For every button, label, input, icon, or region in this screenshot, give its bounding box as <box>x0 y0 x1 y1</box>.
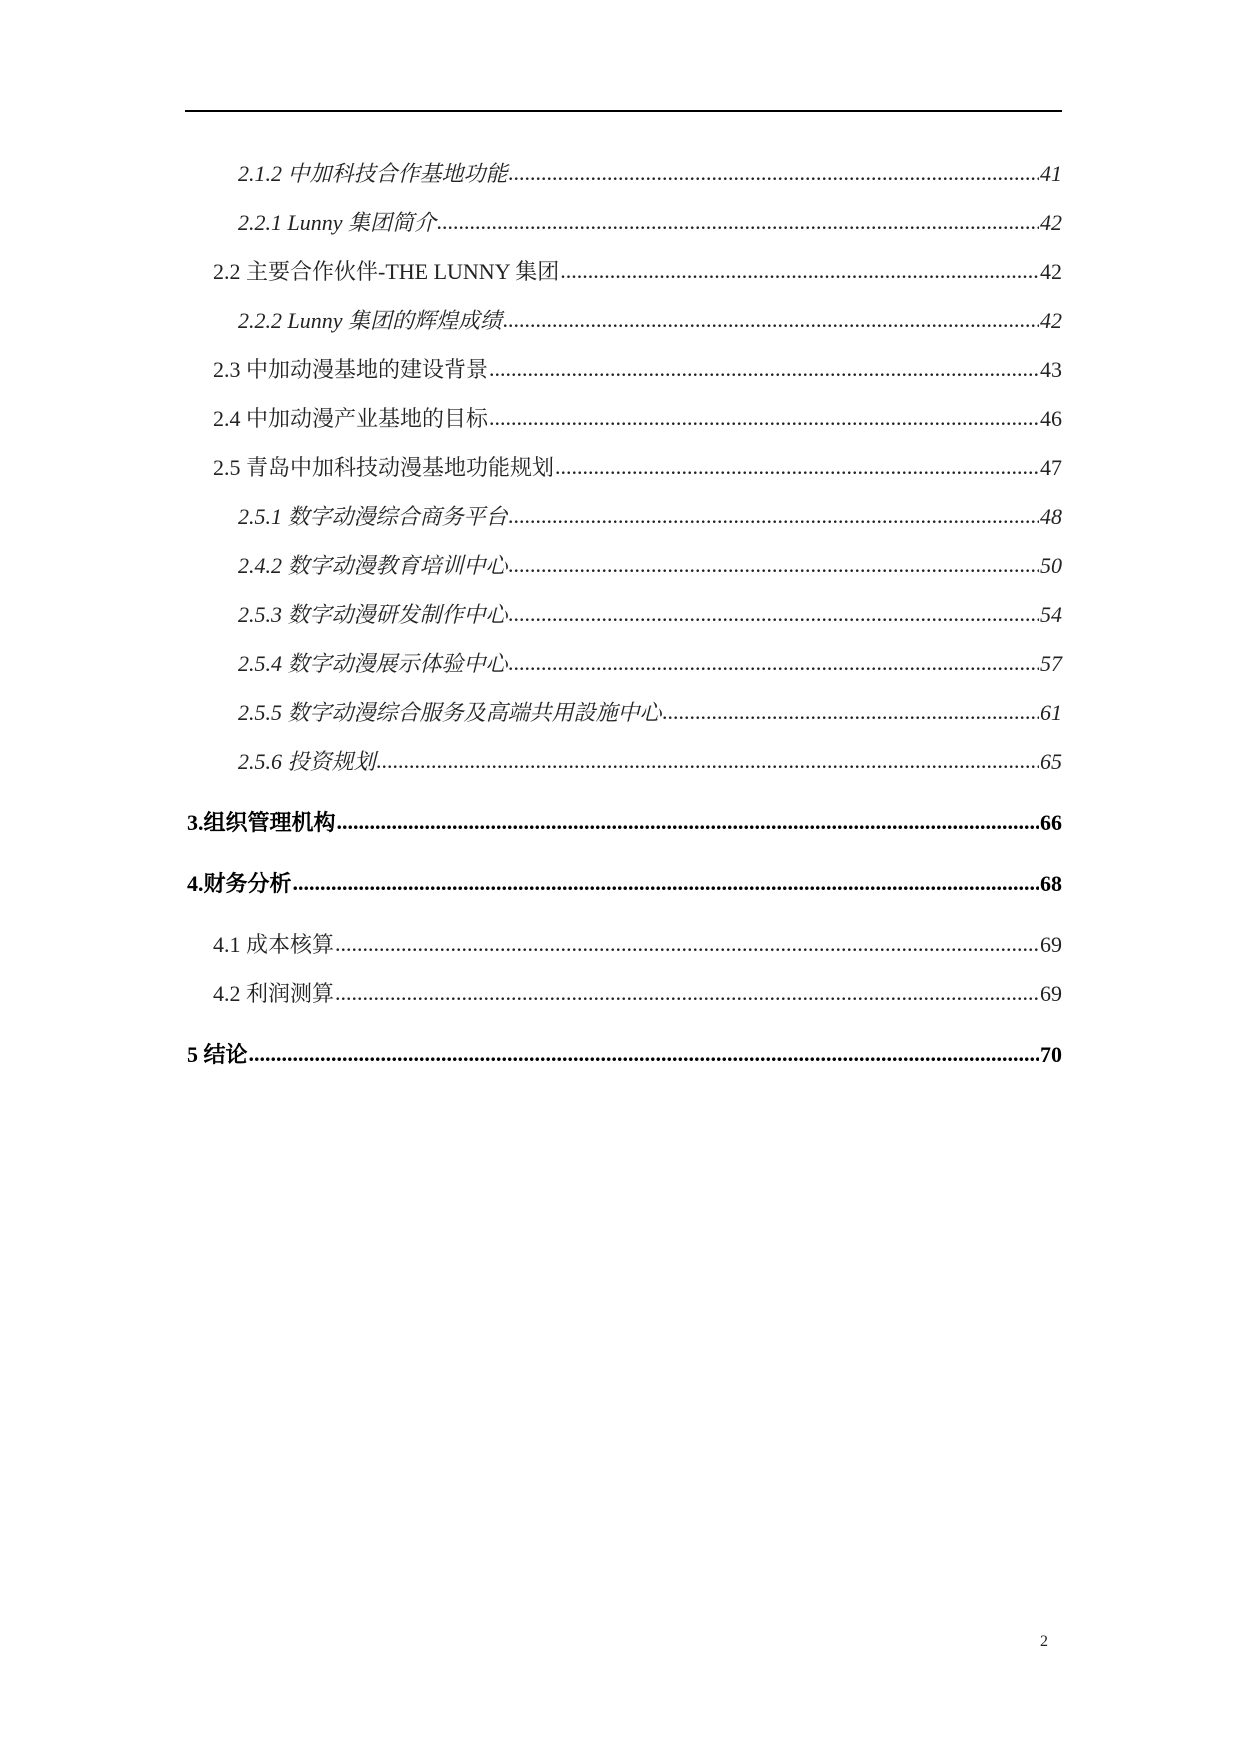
toc-entry-page: 48 <box>1040 504 1062 529</box>
toc-entry-label: 2.5.6 投资规划 <box>238 749 376 774</box>
toc-entry-label: 2.2.1 Lunny 集团简介 <box>238 210 437 235</box>
toc-entry-label: 2.2 主要合作伙伴-THE LUNNY 集团 <box>213 259 560 284</box>
toc-entry-2-5[interactable] <box>213 457 1062 479</box>
dot-leader <box>509 652 1039 674</box>
dot-leader <box>489 407 1039 429</box>
toc-entry-label: 4.1 成本核算 <box>213 932 335 957</box>
toc-entry-label: 2.5.4 数字动漫展示体验中心 <box>238 651 508 676</box>
page-number: 2 <box>1040 1633 1048 1650</box>
toc-entry-page: 61 <box>1040 700 1062 725</box>
toc-entry-label: 2.4.2 数字动漫教育培训中心 <box>238 553 508 578</box>
dot-leader <box>335 933 1039 955</box>
toc-entry-2-5-6[interactable] <box>238 751 1062 773</box>
toc-entry-label: 3.组织管理机构 <box>187 810 336 835</box>
dot-leader <box>555 456 1039 478</box>
toc-entry-2-2-2[interactable] <box>238 310 1062 332</box>
dot-leader <box>509 505 1039 527</box>
toc-entry-2-1-2[interactable] <box>238 163 1062 185</box>
toc-entry-page: 66 <box>1040 810 1062 835</box>
toc-entry-page: 50 <box>1040 553 1062 578</box>
dot-leader <box>337 811 1039 833</box>
toc-entry-2-5-1[interactable] <box>238 506 1062 528</box>
toc-entry-page: 42 <box>1040 259 1062 284</box>
toc-entry-2-5-3[interactable] <box>238 604 1062 626</box>
toc-entry-2-5-4[interactable] <box>238 653 1062 675</box>
dot-leader <box>663 701 1039 723</box>
toc-entry-label: 2.2.2 Lunny 集团的辉煌成绩 <box>238 308 503 333</box>
toc-entry-page: 46 <box>1040 406 1062 431</box>
dot-leader <box>249 1043 1039 1065</box>
toc-entry-2-4[interactable] <box>213 408 1062 430</box>
toc-entry-chapter-5[interactable] <box>187 1044 1062 1066</box>
toc-entry-2-5-5[interactable] <box>238 702 1062 724</box>
toc-entry-label: 5 结论 <box>187 1042 248 1067</box>
toc-entry-page: 54 <box>1040 602 1062 627</box>
toc-entry-label: 2.1.2 中加科技合作基地功能 <box>238 161 508 186</box>
toc-entry-label: 4.2 利润测算 <box>213 981 335 1006</box>
toc-entry-label: 2.3 中加动漫基地的建设背景 <box>213 357 489 382</box>
dot-leader <box>503 309 1039 331</box>
dot-leader <box>293 872 1039 894</box>
toc-entry-chapter-4[interactable] <box>187 873 1062 895</box>
toc-entry-label: 2.5.3 数字动漫研发制作中心 <box>238 602 508 627</box>
toc-entry-page: 42 <box>1040 210 1062 235</box>
toc-entry-2-2-1[interactable] <box>238 212 1062 234</box>
toc-entry-2-3[interactable] <box>213 359 1062 381</box>
toc-entry-4-2[interactable] <box>213 983 1062 1005</box>
toc-entry-page: 70 <box>1040 1042 1062 1067</box>
dot-leader <box>509 603 1039 625</box>
toc-entry-2-2[interactable] <box>213 261 1062 283</box>
toc-entry-label: 2.5 青岛中加科技动漫基地功能规划 <box>213 455 555 480</box>
dot-leader <box>509 162 1039 184</box>
dot-leader <box>437 211 1039 233</box>
dot-leader <box>509 554 1039 576</box>
toc-entry-page: 69 <box>1040 981 1062 1006</box>
toc-entry-page: 68 <box>1040 871 1062 896</box>
toc-entry-chapter-3[interactable] <box>187 812 1062 834</box>
toc-entry-label: 2.4 中加动漫产业基地的目标 <box>213 406 489 431</box>
toc-entry-label: 4.财务分析 <box>187 871 292 896</box>
dot-leader <box>377 750 1039 772</box>
toc-entry-page: 65 <box>1040 749 1062 774</box>
dot-leader <box>560 260 1039 282</box>
toc-entry-page: 47 <box>1040 455 1062 480</box>
toc-entry-4-1[interactable] <box>213 934 1062 956</box>
toc-entry-page: 41 <box>1040 161 1062 186</box>
toc-entry-page: 42 <box>1040 308 1062 333</box>
toc-entry-label: 2.5.5 数字动漫综合服务及高端共用設施中心 <box>238 700 662 725</box>
toc-entry-page: 69 <box>1040 932 1062 957</box>
toc-entry-2-4-2[interactable] <box>238 555 1062 577</box>
dot-leader <box>489 358 1039 380</box>
toc-entry-page: 57 <box>1040 651 1062 676</box>
toc-entry-page: 43 <box>1040 357 1062 382</box>
dot-leader <box>335 982 1039 1004</box>
toc-entry-label: 2.5.1 数字动漫综合商务平台 <box>238 504 508 529</box>
